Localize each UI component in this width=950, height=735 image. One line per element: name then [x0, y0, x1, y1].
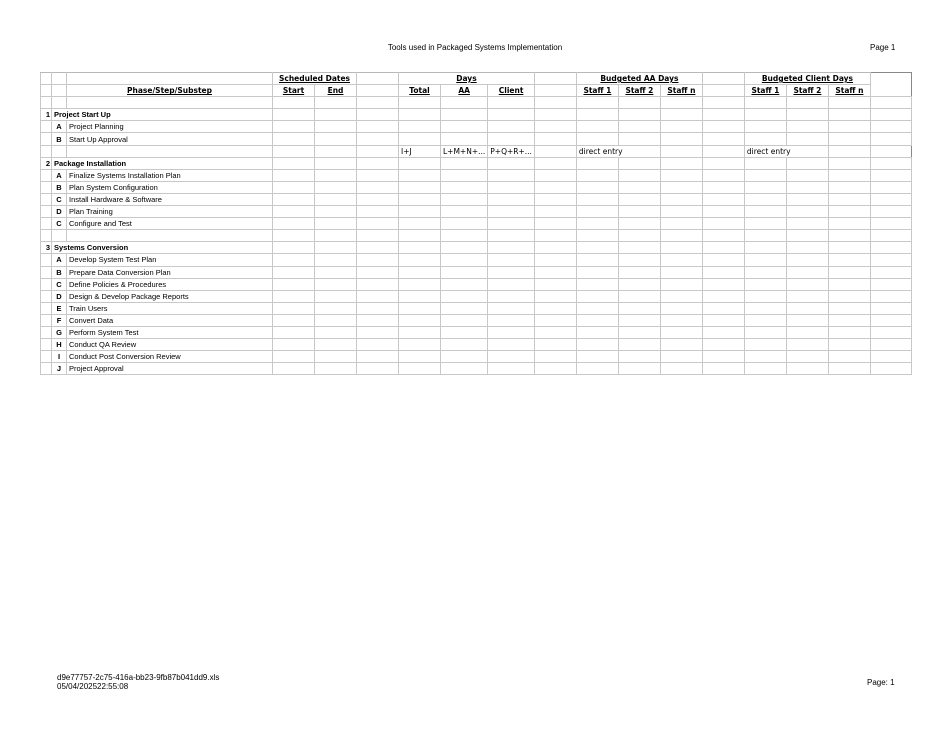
step-row — [41, 254, 912, 266]
step-letter: H — [52, 339, 67, 351]
step-name: Start Up Approval — [67, 133, 273, 145]
step-row — [41, 314, 912, 326]
phase-title: Package Installation — [52, 157, 273, 169]
phase-row — [41, 157, 912, 169]
step-row — [41, 121, 912, 133]
step-name: Project Planning — [67, 121, 273, 133]
step-name: Perform System Test — [67, 326, 273, 338]
phase-title: Project Start Up — [52, 109, 273, 121]
client-direct-entry: direct entry — [744, 145, 828, 157]
page-number: Page 1 — [870, 43, 896, 52]
formula-total: I+J — [399, 145, 441, 157]
footer-file-info — [57, 673, 219, 691]
footer-datetime: 05/04/202522:55:08 — [57, 682, 129, 691]
step-name: Conduct Post Conversion Review — [67, 351, 273, 363]
footer-page-number: Page: 1 — [867, 678, 895, 687]
step-letter: I — [52, 351, 67, 363]
step-row — [41, 339, 912, 351]
step-name: Plan System Configuration — [67, 181, 273, 193]
step-name: Develop System Test Plan — [67, 254, 273, 266]
phase-number: 3 — [41, 242, 52, 254]
header-aa-staff-2: Staff 2 — [618, 85, 660, 97]
step-letter: C — [52, 218, 67, 230]
header-client-staff-1: Staff 1 — [744, 85, 786, 97]
header-total: Total — [399, 85, 441, 97]
footer-filename: d9e77757-2c75-416a-bb23-9fb87b041dd9.xls — [57, 673, 220, 682]
header-scheduled-dates: Scheduled Dates — [273, 73, 357, 85]
step-letter: D — [52, 206, 67, 218]
formula-aa: L+M+N+... — [441, 145, 488, 157]
step-name: Plan Training — [67, 206, 273, 218]
header-row-columns — [41, 85, 912, 97]
step-row — [41, 169, 912, 181]
formula-row — [41, 145, 912, 157]
step-row — [41, 278, 912, 290]
step-name: Design & Develop Package Reports — [67, 290, 273, 302]
step-row — [41, 266, 912, 278]
phase-title: Systems Conversion — [52, 242, 273, 254]
phase-number: 2 — [41, 157, 52, 169]
step-row — [41, 206, 912, 218]
step-name: Project Approval — [67, 363, 273, 375]
header-row-groups — [41, 73, 912, 85]
step-row — [41, 218, 912, 230]
step-name: Conduct QA Review — [67, 339, 273, 351]
step-letter: B — [52, 266, 67, 278]
phase-row — [41, 242, 912, 254]
step-letter: G — [52, 326, 67, 338]
formula-client: P+Q+R+... — [488, 145, 535, 157]
step-name: Define Policies & Procedures — [67, 278, 273, 290]
header-client-staff-n: Staff n — [828, 85, 870, 97]
aa-direct-entry: direct entry — [576, 145, 660, 157]
step-row — [41, 302, 912, 314]
step-row — [41, 133, 912, 145]
step-row — [41, 351, 912, 363]
step-letter: A — [52, 169, 67, 181]
header-budgeted-client-days: Budgeted Client Days — [744, 73, 870, 85]
step-row — [41, 290, 912, 302]
step-letter: C — [52, 193, 67, 205]
step-row — [41, 181, 912, 193]
header-client: Client — [488, 85, 535, 97]
step-name: Configure and Test — [67, 218, 273, 230]
header-aa-staff-1: Staff 1 — [576, 85, 618, 97]
step-letter: B — [52, 181, 67, 193]
document-title: Tools used in Packaged Systems Implementation — [387, 43, 563, 52]
header-end: End — [315, 85, 357, 97]
phase-row — [41, 109, 912, 121]
header-client-staff-2: Staff 2 — [786, 85, 828, 97]
header-phase: Phase/Step/Substep — [67, 85, 273, 97]
phase-number: 1 — [41, 109, 52, 121]
step-letter: J — [52, 363, 67, 375]
step-letter: A — [52, 121, 67, 133]
header-aa: AA — [441, 85, 488, 97]
step-name: Install Hardware & Software — [67, 193, 273, 205]
step-name: Convert Data — [67, 314, 273, 326]
spacer-row — [41, 230, 912, 242]
step-letter: D — [52, 290, 67, 302]
planning-grid — [40, 72, 912, 375]
step-letter: B — [52, 133, 67, 145]
step-name: Prepare Data Conversion Plan — [67, 266, 273, 278]
step-name: Finalize Systems Installation Plan — [67, 169, 273, 181]
step-letter: C — [52, 278, 67, 290]
header-aa-staff-n: Staff n — [660, 85, 702, 97]
header-days: Days — [399, 73, 535, 85]
step-row — [41, 363, 912, 375]
step-row — [41, 326, 912, 338]
header-budgeted-aa-days: Budgeted AA Days — [576, 73, 702, 85]
step-row — [41, 193, 912, 205]
step-letter: E — [52, 302, 67, 314]
step-letter: A — [52, 254, 67, 266]
spacer-row — [41, 97, 912, 109]
step-letter: F — [52, 314, 67, 326]
step-name: Train Users — [67, 302, 273, 314]
header-start: Start — [273, 85, 315, 97]
